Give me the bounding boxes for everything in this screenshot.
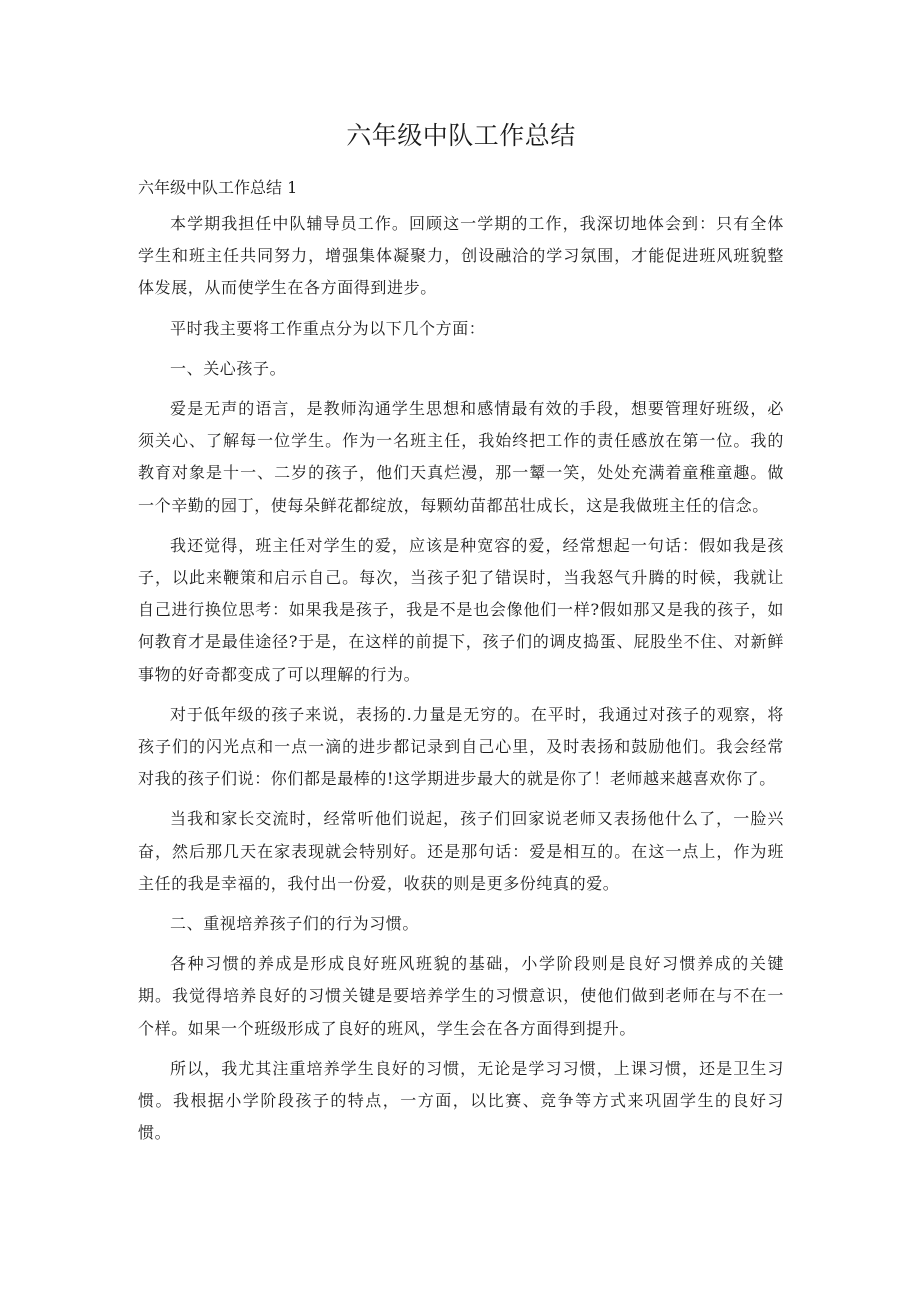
paragraph-parents: 当我和家长交流时，经常听他们说起，孩子们回家说老师又表扬他什么了，一脸兴奋，然后那几天在家表现就会特别好。还是那句话：爱是相互的。在这一点上，作为班主任的我是幸福的，我付出一份爱，收获的则是更多份纯真的爱。	[138, 809, 784, 893]
paragraph-tolerance: 我还觉得，班主任对学生的爱，应该是种宽容的爱，经常想起一句话：假如我是孩子，以此来鞭策和启示自己。每次，当孩子犯了错误时，当我怒气升腾的时候，我就让自己进行换位思考：如果我是孩子，我是不是也会像他们一样?假如那又是我的孩子，如何教育才是最佳途径?于是，在这样的前提下，孩子们的调皮捣蛋、屁股坐不住、对新鲜事物的好奇都变成了可以理解的行为。	[138, 535, 784, 684]
paragraph-intro: 本学期我担任中队辅导员工作。回顾这一学期的工作，我深切地体会到：只有全体学生和班主任共同努力，增强集体凝聚力，创设融洽的学习氛围，才能促进班风班貌整体发展，从而使学生在各方面得到进步。	[138, 214, 784, 298]
paragraph-love: 爱是无声的语言，是教师沟通学生思想和感情最有效的手段，想要管理好班级，必须关心、了解每一位学生。作为一名班主任，我始终把工作的责任感放在第一位。我的教育对象是十一、二岁的孩子，他们天真烂漫，那一颦一笑，处处充满着童稚童趣。做一个辛勤的园丁，使每朵鲜花都绽放，每颗幼苗都茁壮成长，这是我做班主任的信念。	[138, 399, 784, 515]
paragraph-focus: 平时我主要将工作重点分为以下几个方面：	[170, 318, 486, 338]
paragraph-habits: 各种习惯的养成是形成良好班风班貌的基础，小学阶段则是良好习惯养成的关键期。我觉得培养良好的习惯关键是要培养学生的习惯意识，使他们做到老师在与不在一个样。如果一个班级形成了良好的班风，学生会在各方面得到提升。	[138, 954, 784, 1038]
paragraph-praise: 对于低年级的孩子来说，表扬的.力量是无穷的。在平时，我通过对孩子的观察，将孩子们的闪光点和一点一滴的进步都记录到自己心里，及时表扬和鼓励他们。我会经常对我的孩子们说：你们都是最棒的!这学期进步最大的就是你了！老师越来越喜欢你了。	[138, 704, 784, 789]
document-title: 六年级中队工作总结	[346, 121, 576, 150]
section-heading-1: 一、关心孩子。	[170, 358, 287, 378]
section-heading-2: 二、重视培养孩子们的行为习惯。	[170, 914, 420, 934]
paragraph-methods: 所以，我尤其注重培养学生良好的习惯，无论是学习习惯，上课习惯，还是卫生习惯。我根据小学阶段孩子的特点，一方面，以比赛、竞争等方式来巩固学生的良好习惯。	[138, 1058, 784, 1143]
document-subtitle: 六年级中队工作总结 1	[138, 178, 298, 197]
